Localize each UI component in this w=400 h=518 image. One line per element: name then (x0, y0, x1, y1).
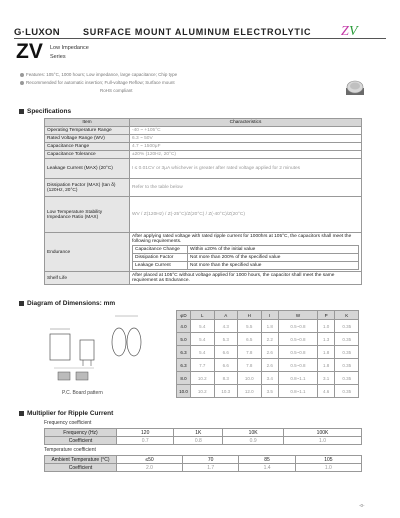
temperature-table (44, 455, 362, 472)
frequency-table (44, 428, 362, 445)
section-square-icon (19, 109, 24, 114)
feature-text: Recommended for automatic insertion; Full-voltage Reflow; Surface mount (26, 80, 175, 85)
bullet-icon (20, 73, 24, 77)
drawing-note: P.C. Board pattern (62, 390, 103, 396)
spec-value: 4.7 ~ 1500μF (130, 143, 362, 151)
spec-value: After placed at 105°C without voltage applied for 1000 hours, the capacitor shall meet the same requirement as Endurance. (130, 272, 362, 285)
cell: 4.6 (317, 385, 335, 398)
endurance-value: Within ±20% of the initial value (188, 246, 359, 254)
table-row (177, 346, 359, 359)
series-name (50, 44, 89, 62)
spec-item: Capacitance Tolerance (45, 151, 130, 159)
spec-value: I ≤ 0.01CV or 3μA whichever is greater after rated voltage applied for 2 minutes (130, 159, 362, 179)
cell: 105 (295, 456, 361, 464)
cell: 3.5 (261, 385, 279, 398)
table-row (177, 359, 359, 372)
col-header: φD (177, 311, 191, 320)
table-row (45, 429, 362, 437)
cell: 0.35 (335, 359, 359, 372)
dimension-drawing (44, 312, 162, 398)
table-row (45, 151, 362, 159)
cell: 120 (117, 429, 174, 437)
cell: 0.7 (117, 437, 174, 445)
cell: 8.3 (214, 372, 238, 385)
cell: 1.0 (317, 320, 335, 333)
cell: 5.4 (191, 320, 215, 333)
cell: 3.1 (317, 372, 335, 385)
series-name-line-1: Low Impedance (50, 45, 89, 51)
feature-line (20, 72, 177, 77)
col-header: W (279, 311, 318, 320)
table-row (45, 233, 362, 272)
spec-item: Rated Voltage Range (WV) (45, 135, 130, 143)
cell: 0.35 (335, 333, 359, 346)
cell: 0.35 (335, 385, 359, 398)
cell: 1.8 (317, 346, 335, 359)
table-row (45, 135, 362, 143)
table-row (133, 262, 359, 270)
spec-item: Dissipation Factor (MAX) (tan δ) (120Hz, 20°C) (45, 179, 130, 197)
page-number: -0- (359, 503, 365, 508)
document-title: SURFACE MOUNT ALUMINUM ELECTROLYTIC (83, 27, 312, 37)
spec-value-endurance (130, 233, 362, 272)
table-row (177, 333, 359, 346)
table-row (177, 372, 359, 385)
cell: 1.4 (239, 464, 295, 472)
table-row (45, 143, 362, 151)
table-row (45, 456, 362, 464)
dimensions-table (176, 310, 359, 398)
cell: 5.4 (191, 346, 215, 359)
cell: 6.6 (214, 359, 238, 372)
table-row (45, 159, 362, 179)
cell: 1.7 (183, 464, 239, 472)
cell: 10.2 (191, 385, 215, 398)
section-square-icon (19, 411, 24, 416)
spec-item: Endurance (45, 233, 130, 272)
cell: 6.6 (214, 346, 238, 359)
feature-text: RoHS compliant (100, 88, 133, 93)
endurance-key: Dissipation Factor (133, 254, 188, 262)
cell: ≤50 (117, 456, 183, 464)
cell: 6.3 (177, 359, 191, 372)
specifications-table (44, 118, 362, 285)
table-row (177, 320, 359, 333)
cell: 1.8 (317, 359, 335, 372)
endurance-key: Capacitance Change (133, 246, 188, 254)
row-label: Coefficient (45, 437, 117, 445)
spec-item: Operating Temperature Range (45, 127, 130, 135)
cell: 0.5~0.8 (279, 320, 318, 333)
cell: 0.5~0.8 (279, 346, 318, 359)
cell: 0.8~1.1 (279, 385, 318, 398)
row-label: Ambient Temperature (°C) (45, 456, 117, 464)
svg-text:Z: Z (341, 24, 349, 38)
capacitor-photo-icon (343, 77, 367, 97)
table-row (45, 437, 362, 445)
bullet-icon (20, 81, 24, 85)
ripple-heading (19, 410, 113, 417)
spec-value: -40 ~ +105°C (130, 127, 362, 135)
cell: 12.0 (238, 385, 262, 398)
feature-line (20, 80, 175, 85)
spec-value: Refer to the table below (130, 179, 362, 197)
cell: 4.0 (177, 320, 191, 333)
col-header: A (214, 311, 238, 320)
brand-logo: G·LUXON (14, 27, 60, 38)
spec-item: Leakage Current (MAX) (20°C) (45, 159, 130, 179)
endurance-text: After applying rated voltage with rated ripple current for 1000hrs at 105°C, the capacitors shall meet the following requirements. (132, 234, 352, 244)
cell: 7.8 (238, 359, 262, 372)
cell: 70 (183, 456, 239, 464)
cell: 10.0 (238, 372, 262, 385)
cell: 7.8 (238, 346, 262, 359)
cell: 1.3 (317, 333, 335, 346)
col-header: H (238, 311, 262, 320)
cell: 2.6 (261, 346, 279, 359)
cell: 0.8~1.1 (279, 372, 318, 385)
cell: 10.2 (191, 372, 215, 385)
table-row (45, 127, 362, 135)
endurance-subtable (132, 245, 359, 270)
cell: 1.0 (284, 437, 362, 445)
cell: 0.8 (174, 437, 223, 445)
spec-item: Shelf Life (45, 272, 130, 285)
cell: 6.5 (238, 333, 262, 346)
col-header: I (261, 311, 279, 320)
feature-line (100, 88, 133, 93)
rohs-logo-icon (340, 22, 362, 38)
table-row (133, 246, 359, 254)
svg-text:V: V (349, 24, 358, 38)
table-header-row (177, 311, 359, 320)
cell: 2.2 (261, 333, 279, 346)
cell: 8.0 (177, 372, 191, 385)
dimensions-heading (19, 300, 115, 307)
col-header: P (317, 311, 335, 320)
feature-text: Features: 105°C, 1000 hours; Low impedance, large capacitance; Chip type (26, 72, 178, 77)
col-item: Item (45, 119, 130, 127)
heading-text: Specifications (27, 108, 72, 115)
cell: 4.3 (214, 320, 238, 333)
cell: 6.3 (177, 346, 191, 359)
cell: 5.5 (238, 320, 262, 333)
cell: 10K (223, 429, 284, 437)
frequency-subheading: Frequency coefficient (44, 420, 92, 426)
table-row (45, 179, 362, 197)
specifications-heading (19, 108, 71, 115)
spec-value: ±20% (120Hz, 20°C) (130, 151, 362, 159)
endurance-value: Not more than the specified value (188, 262, 359, 270)
series-name-line-2: Series (50, 54, 66, 60)
endurance-key: Leakage Current (133, 262, 188, 270)
cell: 0.35 (335, 346, 359, 359)
cell: 7.7 (191, 359, 215, 372)
spec-item: Capacitance Range (45, 143, 130, 151)
endurance-value: Not more than 200% of the specified value (188, 254, 359, 262)
cell: 3.4 (261, 372, 279, 385)
cell: 0.35 (335, 372, 359, 385)
cell: 10.3 (214, 385, 238, 398)
cell: 0.35 (335, 320, 359, 333)
table-header-row (45, 119, 362, 127)
cell: 1.8 (261, 320, 279, 333)
cell: 0.9 (223, 437, 284, 445)
col-characteristics: Characteristics (130, 119, 362, 127)
table-row (45, 197, 362, 233)
cell: 2.0 (117, 464, 183, 472)
row-label: Frequency (Hz) (45, 429, 117, 437)
cell: 0.5~0.8 (279, 359, 318, 372)
spec-value: 6.3 ~ 50V (130, 135, 362, 143)
cell: 1.0 (295, 464, 361, 472)
heading-text: Multiplier for Ripple Current (27, 410, 114, 417)
heading-text: Diagram of Dimensions: mm (27, 300, 116, 307)
cell: 5.4 (191, 333, 215, 346)
cell: 100K (284, 429, 362, 437)
header-divider (14, 38, 386, 39)
temperature-subheading: Temperature coefficient (44, 447, 96, 453)
cell: 2.6 (261, 359, 279, 372)
table-row (45, 272, 362, 285)
col-header: L (191, 311, 215, 320)
table-row (133, 254, 359, 262)
section-square-icon (19, 301, 24, 306)
row-label: Coefficient (45, 464, 117, 472)
spec-item: Low Temperature Stability Impedance Ratio (MAX) (45, 197, 130, 233)
cell: 5.3 (214, 333, 238, 346)
spec-value: WV / Z(120Hz) / Z(-25°C)/Z(20°C) / Z(-40°C)/Z(20°C) (130, 197, 362, 233)
cell: 1K (174, 429, 223, 437)
table-row (45, 464, 362, 472)
cell: 85 (239, 456, 295, 464)
series-code: ZV (16, 40, 43, 63)
cell: 10.0 (177, 385, 191, 398)
cell: 5.0 (177, 333, 191, 346)
col-header: K (335, 311, 359, 320)
table-row (177, 385, 359, 398)
cell: 0.5~0.8 (279, 333, 318, 346)
